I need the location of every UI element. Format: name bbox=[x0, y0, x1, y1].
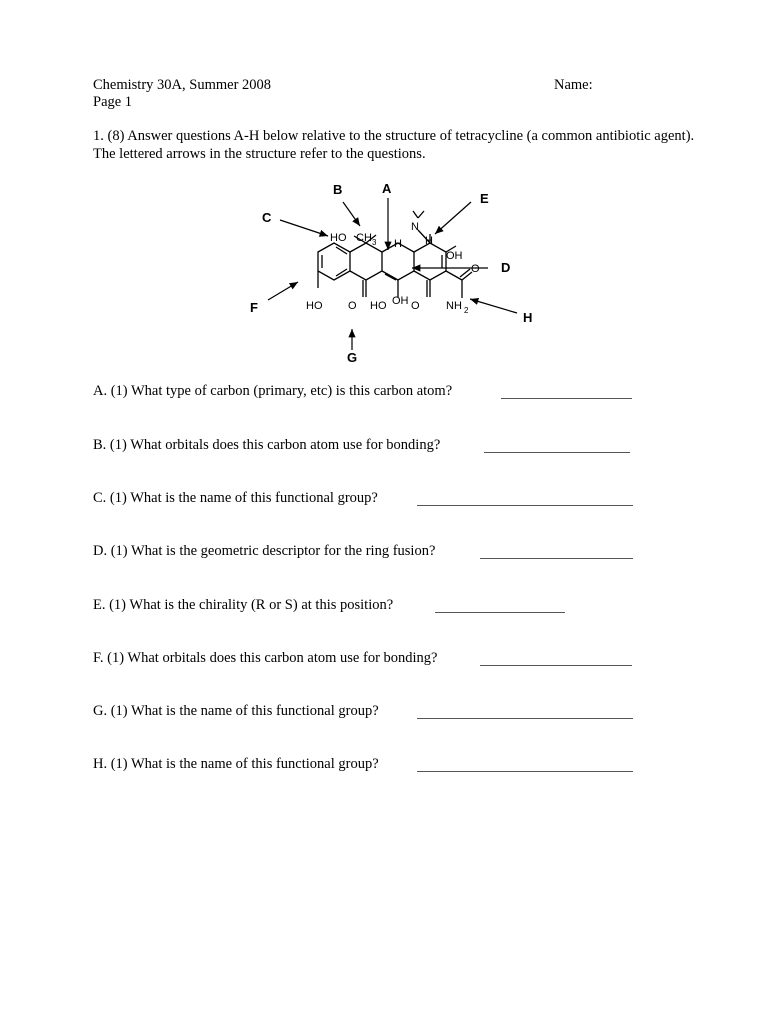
arrow-label-f: F bbox=[250, 300, 258, 315]
arrow-label-d: D bbox=[501, 260, 511, 275]
atom-ho-bottom-left: HO bbox=[306, 300, 323, 312]
question-b: B. (1) What orbitals does this carbon atom use for bonding? bbox=[93, 437, 441, 453]
answer-blank-h[interactable] bbox=[417, 771, 633, 772]
tetracycline-structure bbox=[240, 176, 550, 372]
atom-ch3-subscript: 3 bbox=[372, 238, 377, 247]
answer-blank-g[interactable] bbox=[417, 718, 633, 719]
question-intro: 1. (8) Answer questions A-H below relative to the structure of tetracycline (a common antibiotic agent). The lettered arrows in the structure refer to the questions. bbox=[93, 128, 695, 162]
question-f: F. (1) What orbitals does this carbon atom use for bonding? bbox=[93, 650, 438, 666]
arrow-label-e: E bbox=[480, 191, 489, 206]
atom-oh-bottom: OH bbox=[392, 295, 409, 307]
arrow-e bbox=[435, 202, 471, 234]
atom-h-2: H bbox=[425, 235, 433, 247]
question-a: A. (1) What type of carbon (primary, etc) is this carbon atom? bbox=[93, 383, 453, 399]
arrow-label-a: A bbox=[382, 181, 392, 196]
atom-oh-right: OH bbox=[446, 250, 463, 262]
question-d: D. (1) What is the geometric descriptor for the ring fusion? bbox=[93, 543, 436, 559]
atom-o-amide: O bbox=[471, 263, 480, 275]
answer-blank-b[interactable] bbox=[484, 452, 630, 453]
answer-blank-e[interactable] bbox=[435, 612, 565, 613]
atom-ho-top: HO bbox=[330, 232, 347, 244]
arrow-label-c: C bbox=[262, 210, 272, 225]
arrow-f bbox=[268, 282, 298, 300]
arrow-b bbox=[343, 202, 360, 226]
arrow-label-b: B bbox=[333, 182, 343, 197]
name-label: Name: bbox=[554, 77, 593, 93]
arrow-h bbox=[470, 299, 517, 313]
question-h: H. (1) What is the name of this functional group? bbox=[93, 756, 379, 772]
atom-o-bottom: O bbox=[411, 300, 420, 312]
question-e: E. (1) What is the chirality (R or S) at this position? bbox=[93, 597, 394, 613]
atom-h-1: H bbox=[394, 238, 402, 250]
atom-nh2: NH bbox=[446, 300, 462, 312]
page-number: Page 1 bbox=[93, 94, 133, 110]
arrow-label-g: G bbox=[347, 350, 358, 365]
atom-ho-bottom-mid: HO bbox=[370, 300, 387, 312]
atom-n: N bbox=[411, 221, 419, 233]
answer-blank-d[interactable] bbox=[480, 558, 633, 559]
question-c: C. (1) What is the name of this functional group? bbox=[93, 490, 378, 506]
answer-blank-a[interactable] bbox=[501, 398, 632, 399]
course-title: Chemistry 30A, Summer 2008 bbox=[93, 77, 272, 93]
atom-ch3: CH bbox=[356, 232, 372, 244]
answer-blank-f[interactable] bbox=[480, 665, 632, 666]
arrow-c bbox=[280, 220, 328, 236]
atom-o-mid: O bbox=[348, 300, 357, 312]
atom-nh2-subscript: 2 bbox=[464, 306, 469, 315]
question-g: G. (1) What is the name of this functional group? bbox=[93, 703, 379, 719]
arrow-label-h: H bbox=[523, 310, 533, 325]
answer-blank-c[interactable] bbox=[417, 505, 633, 506]
